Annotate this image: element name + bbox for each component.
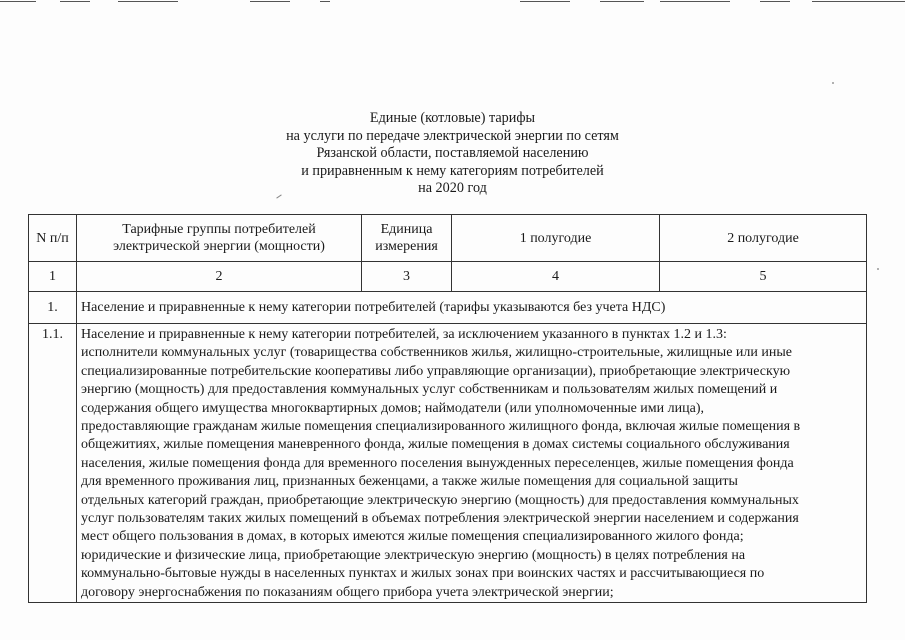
- row-text-line: населения, жилые помещения фонда для временного поселения вынужденных переселенцев, жилые помещения фонда: [81, 455, 794, 471]
- scan-artifact-lines: [0, 0, 905, 3]
- header-line: измерения: [375, 239, 438, 254]
- title-line: и приравненным к нему категориям потребителей: [301, 162, 604, 179]
- header-cell-tariff-groups: [77, 215, 362, 262]
- row-text-cell: [77, 324, 867, 603]
- column-number-cell: 4: [452, 262, 660, 292]
- row-text-line: юридические и физические лица, приобретающие электрическую энергию (мощность) в целях потребления на: [81, 547, 746, 563]
- row-text-line: Население и приравненные к нему категории потребителей, за исключением указанного в пунктах 1.2 и 1.3:: [81, 327, 727, 342]
- row-text-cell: Население и приравненные к нему категории потребителей (тарифы указываются без учета НДС): [77, 292, 867, 324]
- title-line: на услуги по передаче электрической энергии по сетям: [286, 127, 619, 144]
- header-line: Тарифные группы потребителей: [122, 222, 316, 237]
- header-cell-first-half: 1 полугодие: [452, 215, 660, 262]
- tariff-table: [28, 214, 867, 603]
- column-number-row: [29, 262, 867, 292]
- header-cell-number: N п/п: [29, 215, 77, 262]
- column-number-cell: 1: [29, 262, 77, 292]
- column-number-cell: 2: [77, 262, 362, 292]
- title-line: Рязанской области, поставляемой населению: [316, 145, 589, 162]
- table-header-row: [29, 215, 867, 262]
- row-text-line: специализированные потребительские кооперативы либо управляющие организации), приобретающие электрическую: [81, 363, 791, 379]
- header-line: электрической энергии (мощности): [113, 239, 325, 254]
- column-number-cell: 5: [660, 262, 867, 292]
- row-text-line: общежитиях, жилые помещения маневренного фонда, жилые помещения в домах системы социального обслуживания: [81, 437, 790, 453]
- row-text-line: энергию (мощность) для предоставления коммунальных услуг собственникам и пользователям жилых помещений и: [81, 382, 778, 398]
- row-text-line: услуг пользователям таких жилых помещений в объемах потребления электрической энергии населением и содержания: [81, 511, 799, 527]
- table-row: [29, 292, 867, 324]
- row-number-cell: 1.: [29, 292, 77, 324]
- row-text-line: исполнители коммунальных услуг (товарищества собственников жилья, жилищно-строительные, жилищные или иные: [81, 345, 792, 361]
- title-line: Единые (котловые) тарифы: [369, 110, 536, 126]
- document-title: [150, 110, 755, 198]
- row-text-line: содержания общего имущества многоквартирных домов; наймодатели (или уполномоченные ими лица),: [81, 400, 704, 416]
- column-number-cell: 3: [362, 262, 452, 292]
- scan-speck: [877, 268, 879, 270]
- row-text-line: для временного проживания лиц, признанных беженцами, а также жилые помещения для социальной защиты: [81, 474, 738, 490]
- row-text-line: коммунально-бытовые нужды в населенных пунктах и жилых зонах при воинских частях и рассчитывающиеся по: [81, 566, 765, 582]
- header-cell-second-half: 2 полугодие: [660, 215, 867, 262]
- header-line: Единица: [380, 222, 433, 237]
- row-text-line: договору энергоснабжения по показаниям общего прибора учета электрической энергии;: [81, 584, 614, 600]
- row-text-line: отдельных категорий граждан, приобретающие электрическую энергию (мощность) для предоставления коммунальных: [81, 492, 799, 508]
- title-line: на 2020 год: [418, 180, 487, 197]
- header-cell-unit: [362, 215, 452, 262]
- row-text-line: предоставляющие гражданам жилые помещения специализированного жилищного фонда, включая жилые помещения в: [81, 419, 801, 435]
- scan-speck: [832, 82, 834, 84]
- row-number-cell: 1.1.: [29, 324, 77, 603]
- row-text-line: мест общего пользования в домах, в которых имеются жилые помещения специализированного жилого фонда;: [81, 529, 744, 545]
- table-row: [29, 324, 867, 603]
